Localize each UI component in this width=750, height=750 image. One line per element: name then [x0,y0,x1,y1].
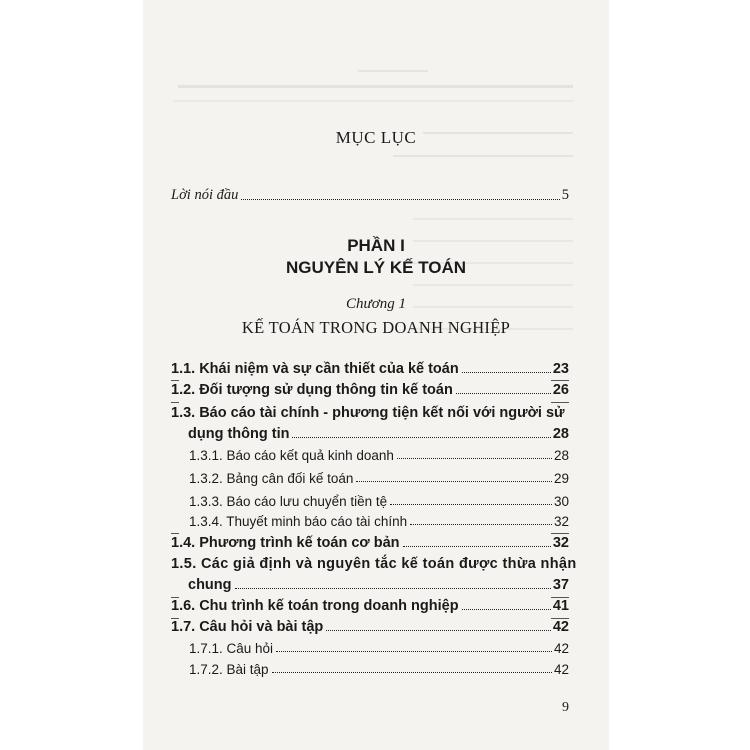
toc-page: 42 [553,662,569,677]
toc-row-preface[interactable] [171,187,569,204]
toc-label: 1.2. Đối tượng sử dụng thông tin kế toán [171,382,453,398]
dot-leader [462,608,551,610]
toc-row[interactable] [171,598,569,614]
toc-label: Lời nói đầu [171,187,239,203]
dot-leader [462,371,551,373]
toc-row[interactable] [171,619,569,635]
toc-label: 1.7.1. Câu hỏi [189,641,274,656]
dot-leader [390,503,552,505]
dot-leader [397,457,552,459]
page-number: 9 [562,700,569,715]
toc-label: dụng thông tin [188,426,290,442]
toc-row[interactable] [189,641,569,656]
chapter-label: Chương 1 [346,296,406,312]
divider [171,380,179,381]
dot-leader [456,392,551,394]
divider [171,533,179,534]
chapter-title: KẾ TOÁN TRONG DOANH NGHIỆP [241,318,511,337]
dot-leader [410,523,552,525]
toc-label: 1.3.4. Thuyết minh báo cáo tài chính [189,514,408,529]
toc-row[interactable] [189,494,569,509]
toc-page: 42 [553,641,569,656]
toc-row[interactable] [171,361,569,377]
toc-page: 28 [553,448,569,463]
divider [171,402,179,403]
toc-row[interactable] [189,514,569,529]
toc-label: 1.3.2. Bảng cân đối kế toán [189,471,354,486]
toc-page: 23 [552,361,569,377]
toc-page: 41 [552,598,569,614]
toc-page: 32 [552,535,569,551]
toc-row[interactable] [171,382,569,398]
dot-leader [241,198,559,200]
divider [551,380,569,381]
toc-page: 28 [552,426,569,442]
toc-row[interactable] [189,448,569,463]
toc-label: 1.1. Khái niệm và sự cần thiết của kế toán [171,361,459,377]
toc-row[interactable] [188,577,569,593]
dot-leader [356,480,552,482]
toc-page: 37 [552,577,569,593]
toc-label: 1.6. Chu trình kế toán trong doanh nghiệp [171,598,459,614]
toc-row[interactable] [188,426,569,442]
toc-label: 1.3.3. Báo cáo lưu chuyển tiền tệ [189,494,388,509]
divider [551,533,569,534]
toc-page: 5 [561,187,569,203]
dot-leader [403,545,551,547]
toc-label[interactable]: 1.5. Các giả định và nguyên tắc kế toán được thừa nhận [171,556,577,572]
part-label: PHẦN I [347,236,405,255]
part-title: NGUYÊN LÝ KẾ TOÁN [285,258,467,277]
toc-label: 1.4. Phương trình kế toán cơ bản [171,535,400,551]
toc-page: 26 [552,382,569,398]
toc-page: 32 [553,514,569,529]
toc-row[interactable] [171,535,569,551]
dot-leader [235,587,551,589]
dot-leader [276,650,552,652]
toc-page: 42 [552,619,569,635]
toc-row[interactable] [189,471,569,486]
toc-label: 1.7.2. Bài tập [189,662,269,677]
toc-label: 1.7. Câu hỏi và bài tập [171,619,324,635]
toc-label[interactable]: 1.3. Báo cáo tài chính - phương tiện kết nối với người sử [171,405,565,421]
toc-page: 30 [553,494,569,509]
toc-heading: MỤC LỤC [335,128,417,147]
dot-leader [272,671,552,673]
toc-row[interactable] [189,662,569,677]
dot-leader [326,629,551,631]
toc-page: 29 [553,471,569,486]
book-page [143,0,609,750]
divider [551,402,569,403]
toc-label: chung [188,577,232,593]
toc-label: 1.3.1. Báo cáo kết quả kinh doanh [189,448,394,463]
dot-leader [292,436,550,438]
